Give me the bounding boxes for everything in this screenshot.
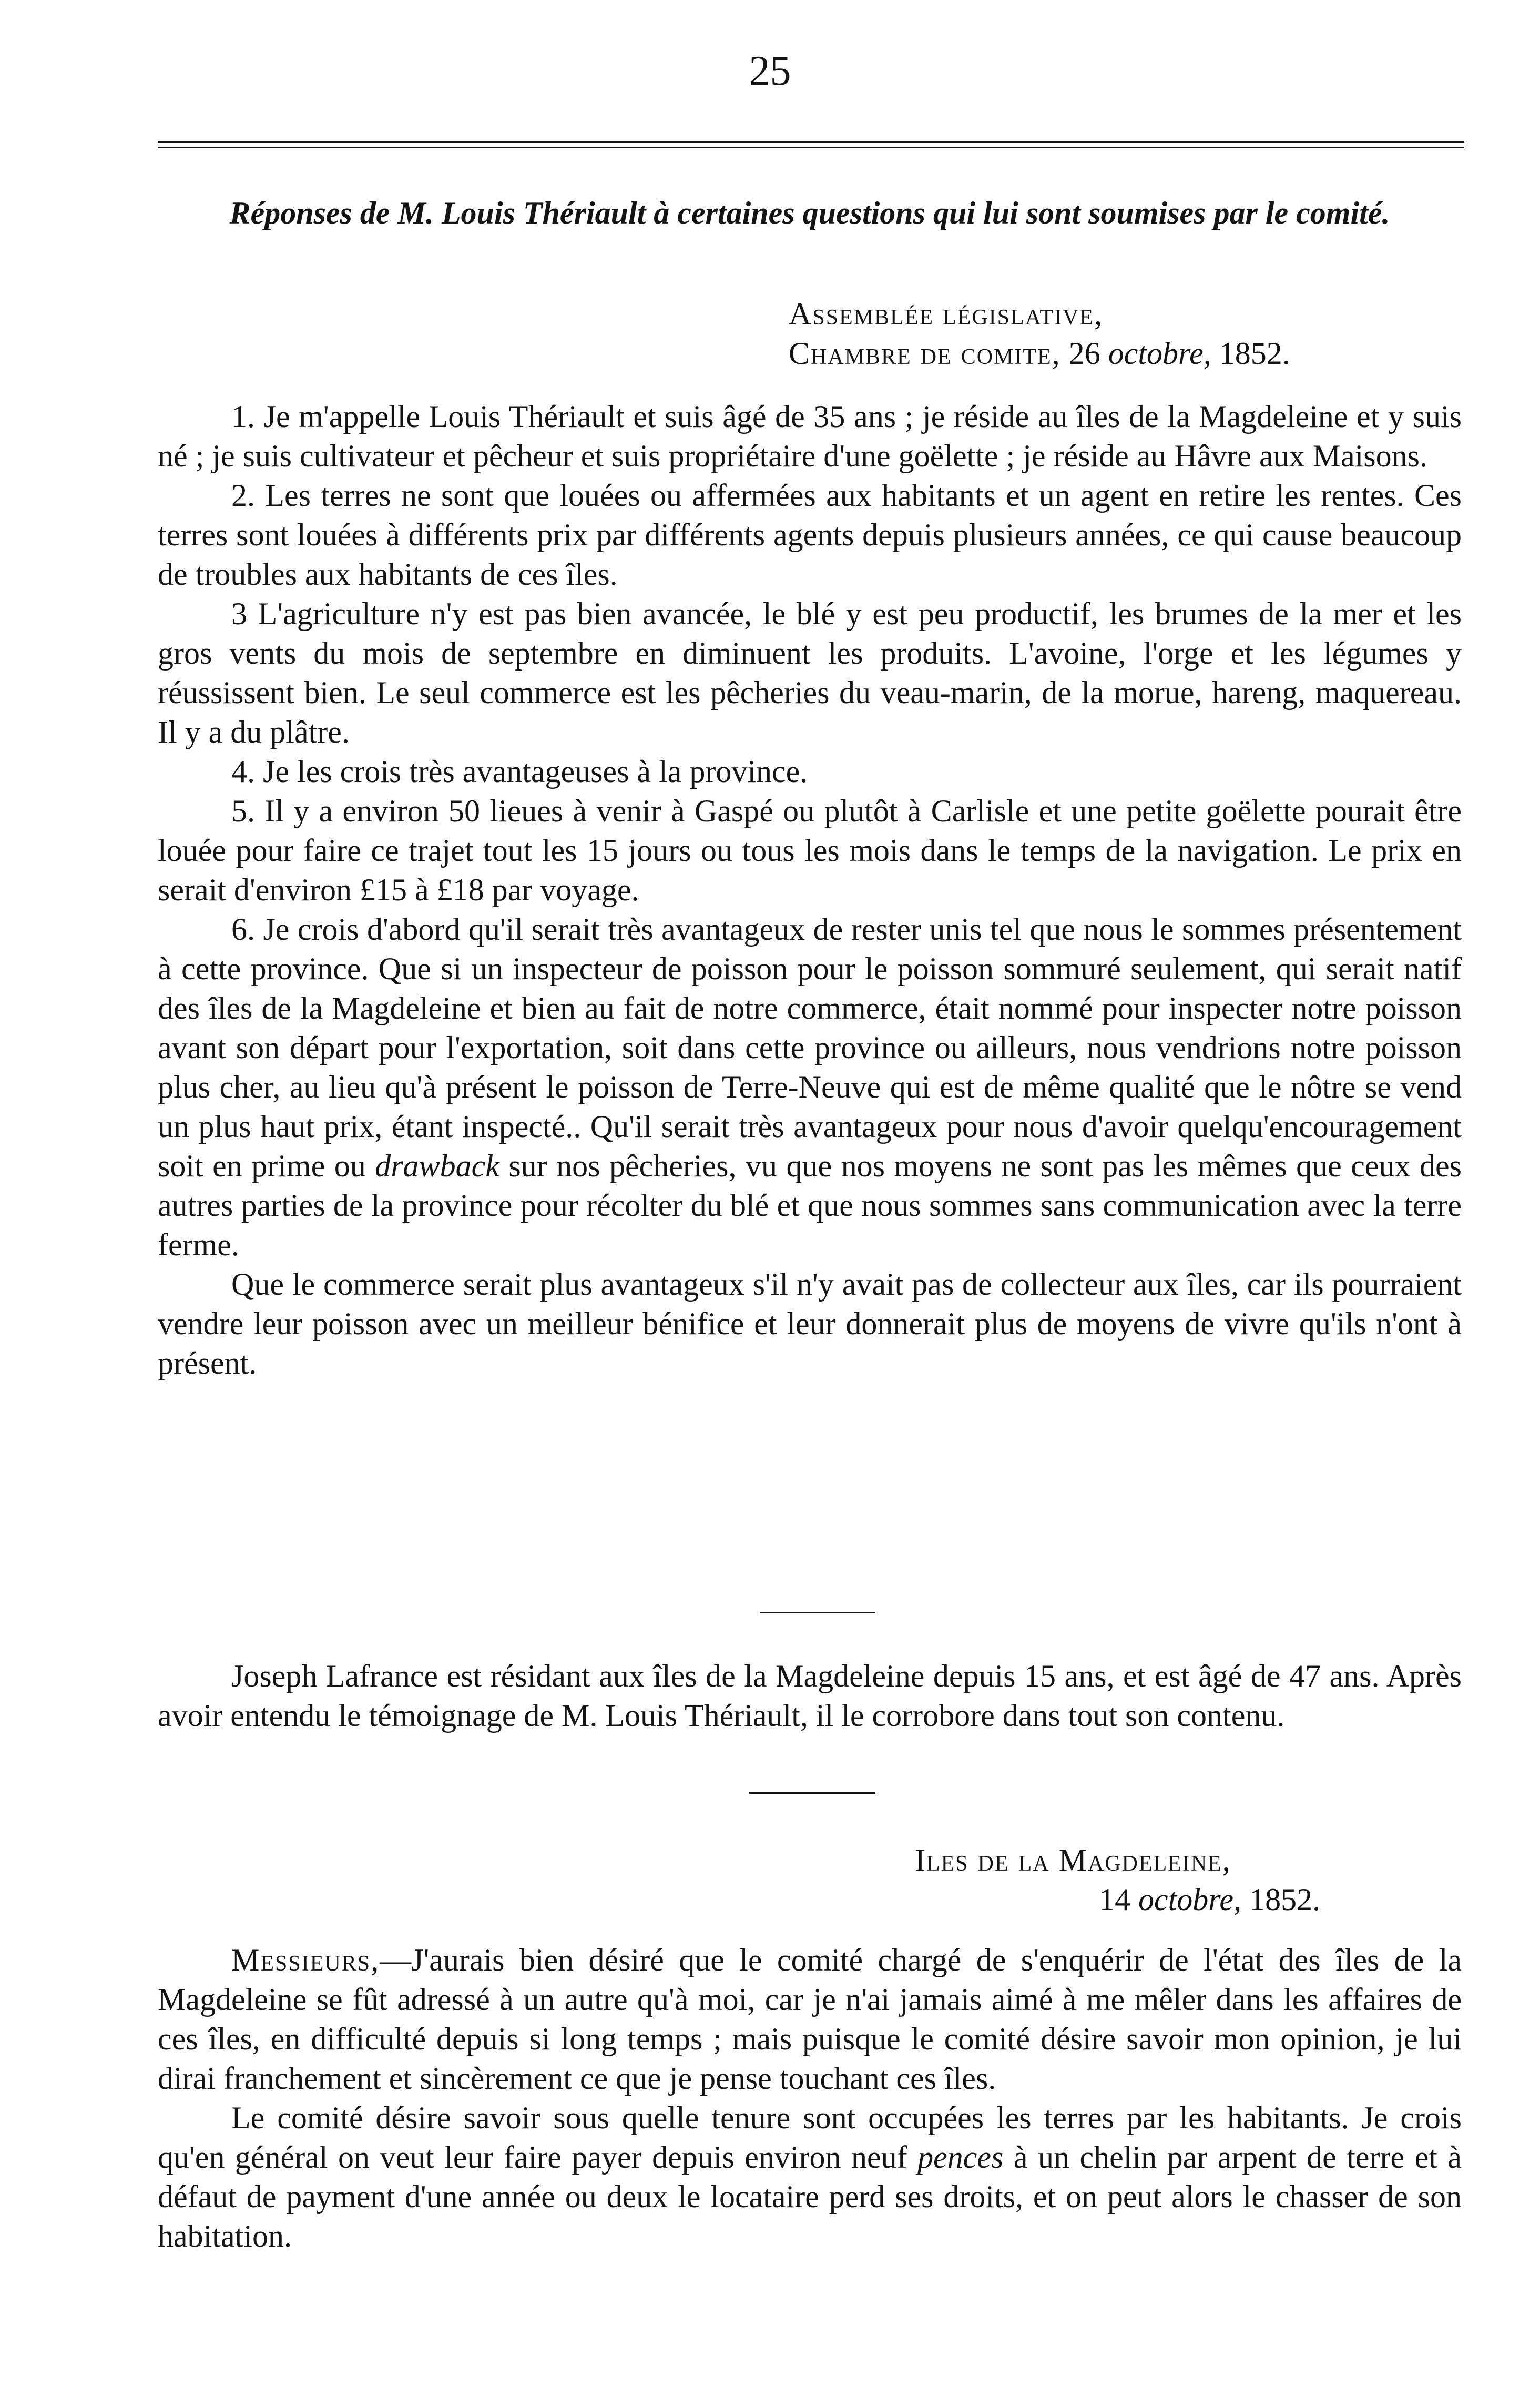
section-caption: Réponses de M. Louis Thériault à certaines questions qui lui sont soumises par le comité. [229,196,1390,230]
testimony-lafrance [158,1657,1462,1735]
dateline-magdeleine-date [1099,1880,1320,1919]
lafrance-paragraph: Joseph Lafrance est résidant aux îles de la Magdeleine depuis 15 ans, et est âgé de 47 ans. Après avoir entendu le témoignage de M. Louis Thériault, il le corrobore dans tout son contenu. [158,1659,1462,1733]
dateline-year: 1852. [1219,336,1290,371]
letter-paragraph-1 [158,1941,1462,2098]
dateline-assembly [789,294,1103,334]
section-divider-2 [749,1792,875,1794]
letter-body [158,1941,1462,2256]
answer-1: 1. Je m'appelle Louis Thériault et suis âgé de 35 ans ; je réside au îles de la Magdeleine et y suis né ; je suis cultivateur et pêcheur et suis propriétaire d'une goëlette ; je réside au Hâvre aux Maisons. [158,399,1462,473]
answer-6-italic: drawback [375,1149,499,1183]
answer-6-followup: Que le commerce serait plus avantageux s'il n'y avait pas de collecteur aux îles, car ils pourraient vendre leur poisson avec un meilleur bénifice et leur donnerait plus de moyens de vivre qu'ils n'ont à présent. [158,1267,1462,1380]
answer-6 [158,910,1462,1265]
header-rule [158,141,1464,148]
letter-paragraph-2-text-a: Le comité désire savoir sous quelle tenure sont occupées les terres par les habitants. Je crois qu'en général on veut leur faire payer depuis environ neuf [158,2100,1462,2175]
dateline-assembly-label: Assemblée législative, [789,297,1103,331]
letter-paragraph-1-text: —J'aurais bien désiré que le comité chargé de s'enquérir de l'état des îles de la Magdeleine se fût adressé à un autre qu'à moi, car je n'ai jamais aimé à me mêler dans les affaires de ces îles, en difficulté depuis si long temps ; mais puisque le comité désire savoir mon opinion, je lui dirai franchement et sincèrement ce que je pense touchant ces îles. [158,1943,1462,2096]
dateline-magdeleine-day: 14 [1099,1882,1130,1917]
letter-paragraph-2-text-b: à un chelin par arpent de terre et à défaut de payment d'une année ou deux le locataire perd ses droits, et on peut alors le chasser de son habitation. [158,2140,1462,2253]
letter-paragraph-2-italic: pences [917,2140,1004,2175]
dateline-magdeleine-year: 1852. [1249,1882,1321,1917]
dateline-magdeleine [915,1841,1231,1880]
section-divider-1 [760,1612,875,1613]
answer-2: 2. Les terres ne sont que louées ou affermées aux habitants et un agent en retire les rentes. Ces terres sont louées à différents prix par différents agents depuis plusieurs années, ce qui cause beaucoup de troubles aux habitants de ces îles. [158,478,1462,592]
testimony-theriault [158,397,1462,1383]
dateline-chamber [789,334,1290,373]
answer-6-text-b: sur nos pêcheries, vu que nos moyens ne sont pas les mêmes que ceux des autres parties de la province pour récolter du blé et que nous sommes sans communication avec la terre ferme. [158,1149,1462,1262]
dateline-magdeleine-label: Iles de la Magdeleine, [915,1843,1231,1877]
letter-paragraph-2 [158,2098,1462,2256]
answer-5: 5. Il y a environ 50 lieues à venir à Gaspé ou plutôt à Carlisle et une petite goëlette pourait être louée pour faire ce trajet tout les 15 jours ou tous les mois dans le temps de la navigation. Le prix en serait d'environ £15 à £18 par voyage. [158,794,1462,907]
dateline-chamber-label: Chambre de comite, [789,336,1061,371]
page-number: 25 [749,48,791,94]
dateline-month: octobre, [1108,336,1211,371]
dateline-day: 26 [1068,336,1100,371]
answer-3: 3 L'agriculture n'y est pas bien avancée, le blé y est peu productif, les brumes de la mer et les gros vents du mois de septembre en diminuent les produits. L'avoine, l'orge et les légumes y réussissent bien. Le seul commerce est les pêcheries du veau-marin, de la morue, hareng, maquereau. Il y a du plâtre. [158,596,1462,749]
answer-4: 4. Je les crois très avantageuses à la province. [231,754,808,789]
letter-salutation: Messieurs, [231,1943,380,1977]
dateline-magdeleine-month: octobre, [1138,1882,1242,1917]
answer-6-text-a: 6. Je crois d'abord qu'il serait très avantageux de rester unis tel que nous le sommes présentement à cette province. Que si un inspecteur de poisson pour le poisson sommuré seulement, qui serait natif des îles de la Magdeleine et bien au fait de notre commerce, était nommé pour inspecter notre poisson avant son départ pour l'exportation, soit dans cette province ou ailleurs, nous vendrions notre poisson plus cher, au lieu qu'à présent le poisson de Terre-Neuve qui est de même qualité que le nôtre se vend un plus haut prix, étant inspecté.. Qu'il serait très avantageux pour nous d'avoir quelqu'encouragement soit en prime ou [158,912,1462,1183]
